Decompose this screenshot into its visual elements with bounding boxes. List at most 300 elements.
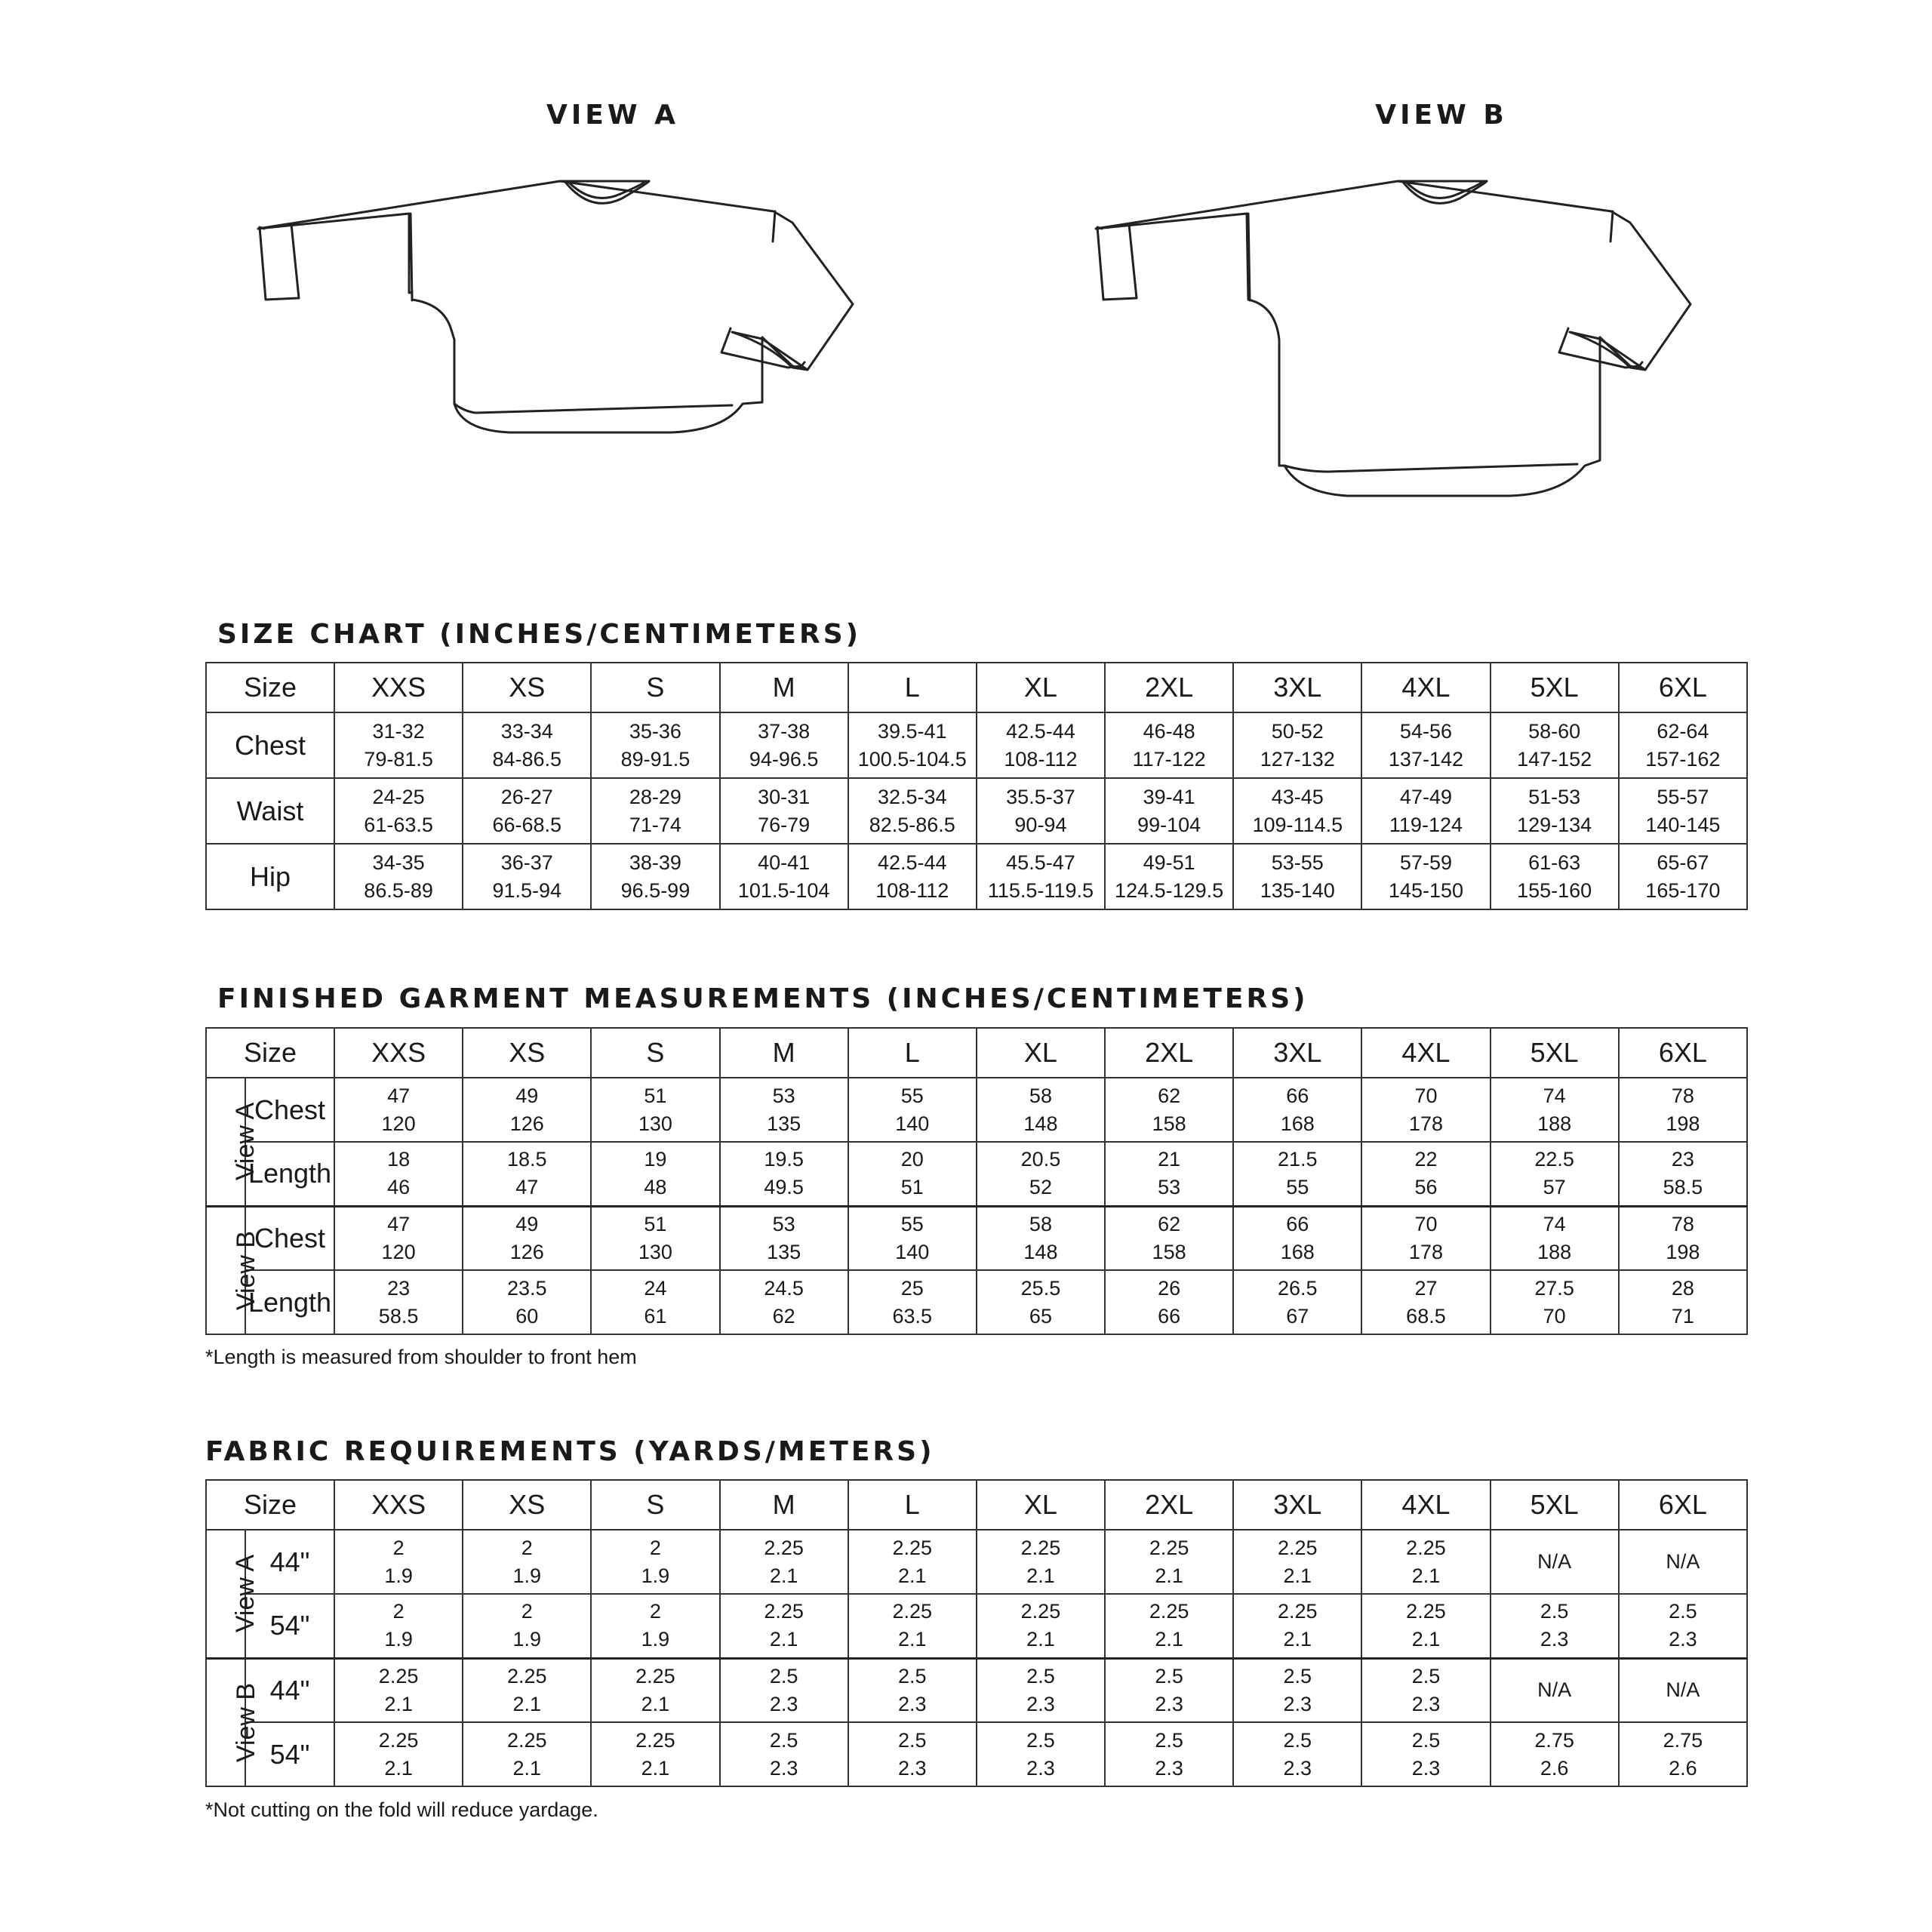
inches-value: 53 — [772, 1212, 795, 1235]
meters-value: 2.1 — [1283, 1564, 1312, 1587]
centimeters-value: 140 — [895, 1240, 930, 1263]
measurement-cell — [977, 1078, 1105, 1142]
measurement-cell — [463, 1142, 591, 1206]
centimeters-value: 120 — [381, 1112, 416, 1135]
measurement-cell — [1619, 1206, 1747, 1270]
measurement-cell — [720, 1594, 848, 1658]
inches-value: 51 — [644, 1212, 667, 1235]
yards-value: 2.5 — [769, 1664, 798, 1687]
yards-value: 2.5 — [1411, 1664, 1441, 1687]
yards-value: 2.5 — [1026, 1664, 1055, 1687]
inches-value: 62 — [1158, 1084, 1181, 1107]
yards-value: 2.25 — [1020, 1536, 1061, 1559]
centimeters-value: 56 — [1414, 1176, 1438, 1199]
measurement-cell — [720, 1722, 848, 1786]
yards-value: 2.75 — [1663, 1728, 1703, 1752]
inches-value: 66 — [1286, 1212, 1309, 1235]
view-group-label — [206, 1206, 261, 1334]
yards-value: 2.5 — [1411, 1728, 1441, 1752]
inches-value: 30-31 — [758, 785, 811, 808]
inches-value: 25.5 — [1020, 1276, 1061, 1300]
measurement-cell — [1491, 1206, 1619, 1270]
measurement-cell — [1619, 1594, 1747, 1658]
inches-value: 28-29 — [629, 785, 681, 808]
size-chart-title: SIZE CHART (INCHES/CENTIMETERS) — [217, 619, 862, 650]
measurement-cell — [1491, 844, 1619, 909]
centimeters-value: 120 — [381, 1240, 416, 1263]
yards-value: N/A — [1537, 1678, 1572, 1702]
fabric-footnote: *Not cutting on the fold will reduce yardage. — [205, 1798, 598, 1821]
inches-value: 49 — [515, 1084, 539, 1107]
inches-value: 38-39 — [629, 851, 681, 874]
inches-value: 74 — [1543, 1084, 1566, 1107]
measurement-cell — [848, 778, 977, 844]
measurement-cell — [848, 1078, 977, 1142]
measurement-cell — [720, 1658, 848, 1722]
yards-value: 2.25 — [635, 1728, 675, 1752]
centimeters-value: 57 — [1543, 1176, 1566, 1199]
meters-value: 2.1 — [898, 1564, 927, 1587]
centimeters-value: 52 — [1029, 1176, 1052, 1199]
measurement-cell — [1105, 1594, 1233, 1658]
view-b-sweater-drawing — [1087, 170, 1706, 525]
centimeters-value: 91.5-94 — [492, 878, 562, 902]
inches-value: 21 — [1158, 1148, 1181, 1171]
centimeters-value: 90-94 — [1014, 813, 1067, 836]
centimeters-value: 135-140 — [1260, 878, 1335, 902]
inches-value: 20.5 — [1020, 1148, 1061, 1171]
yards-value: 2.5 — [1283, 1728, 1312, 1752]
centimeters-value: 58.5 — [378, 1304, 419, 1327]
yards-value: 2.5 — [1669, 1600, 1697, 1623]
size-chart-size-header: XL — [977, 663, 1105, 712]
inches-value: 62 — [1158, 1212, 1181, 1235]
inches-value: 23.5 — [506, 1276, 547, 1300]
centimeters-value: 108-112 — [875, 878, 949, 902]
inches-value: 58 — [1029, 1084, 1052, 1107]
inches-value: 53-55 — [1271, 851, 1324, 874]
measurement-cell — [1361, 1658, 1490, 1722]
view-a-title: VIEW A — [546, 100, 679, 131]
measurement-cell — [1619, 1270, 1747, 1334]
measurement-cell — [1233, 712, 1361, 778]
inches-value: 51-53 — [1528, 785, 1581, 808]
centimeters-value: 168 — [1280, 1112, 1315, 1135]
measurement-cell — [977, 1142, 1105, 1206]
centimeters-value: 84-86.5 — [492, 747, 562, 771]
size-chart-body — [206, 712, 1747, 909]
measurement-cell — [720, 1142, 848, 1206]
size-chart-size-header: 4XL — [1361, 663, 1490, 712]
centimeters-value: 46 — [387, 1176, 411, 1199]
centimeters-value: 86.5-89 — [364, 878, 433, 902]
meters-value: 2.3 — [1155, 1756, 1183, 1780]
yards-value: 2.25 — [1406, 1536, 1446, 1559]
measurement-cell — [1619, 712, 1747, 778]
measurement-cell — [591, 1530, 719, 1594]
measurement-cell — [463, 844, 591, 909]
meters-value: 2.6 — [1669, 1756, 1697, 1780]
view-group-text: View A — [231, 1103, 260, 1181]
fabric-header-row — [206, 1480, 1747, 1530]
yards-value: 2.25 — [1020, 1600, 1061, 1623]
measurement-cell — [1619, 1658, 1747, 1722]
centimeters-value: 119-124 — [1389, 813, 1463, 836]
table-row — [206, 1078, 1747, 1142]
measurement-cell — [1491, 1078, 1619, 1142]
inches-value: 24 — [644, 1276, 667, 1300]
measurement-cell — [848, 1206, 977, 1270]
centimeters-value: 109-114.5 — [1252, 813, 1343, 836]
yards-value: 2.25 — [1278, 1600, 1318, 1623]
measurement-cell — [1619, 778, 1747, 844]
centimeters-value: 135 — [767, 1112, 801, 1135]
measurement-cell — [334, 844, 463, 909]
centimeters-value: 89-91.5 — [620, 747, 691, 771]
finished-size-header: S — [591, 1028, 719, 1078]
yards-value: 2.5 — [1155, 1728, 1183, 1752]
centimeters-value: 117-122 — [1132, 747, 1206, 771]
yards-value: 2.5 — [1283, 1664, 1312, 1687]
inches-value: 70 — [1414, 1084, 1438, 1107]
inches-value: 39.5-41 — [877, 719, 947, 743]
meters-value: 2.1 — [384, 1756, 413, 1780]
table-row — [206, 1142, 1747, 1206]
measurement-cell — [1361, 1206, 1490, 1270]
centimeters-value: 198 — [1666, 1240, 1700, 1263]
measurement-cell — [463, 1206, 591, 1270]
meters-value: 2.1 — [512, 1756, 542, 1780]
measurement-cell — [334, 1658, 463, 1722]
measurement-cell — [334, 1722, 463, 1786]
inches-value: 35.5-37 — [1006, 785, 1075, 808]
measurement-cell — [1233, 844, 1361, 909]
centimeters-value: 70 — [1543, 1304, 1566, 1327]
fabric-body — [206, 1530, 1747, 1786]
row-label: 54" — [245, 1594, 334, 1658]
centimeters-value: 115.5-119.5 — [987, 878, 1094, 902]
measurement-cell — [720, 844, 848, 909]
measurement-cell — [977, 1722, 1105, 1786]
measurement-cell — [463, 712, 591, 778]
meters-value: 2.6 — [1540, 1756, 1569, 1780]
measurement-cell — [1491, 1270, 1619, 1334]
measurement-cell — [463, 1594, 591, 1658]
centimeters-value: 100.5-104.5 — [857, 747, 967, 771]
measurement-cell — [1105, 1658, 1233, 1722]
measurement-cell — [463, 1658, 591, 1722]
size-chart-size-header: 2XL — [1105, 663, 1233, 712]
meters-value: 2.1 — [641, 1692, 670, 1715]
centimeters-value: 140-145 — [1645, 813, 1721, 836]
measurement-cell — [977, 712, 1105, 778]
measurement-cell — [848, 1658, 977, 1722]
measurement-cell — [591, 778, 719, 844]
centimeters-value: 96.5-99 — [620, 878, 691, 902]
meters-value: 2.3 — [1283, 1692, 1312, 1715]
yards-value: 2.5 — [1540, 1600, 1569, 1623]
measurement-cell — [848, 1530, 977, 1594]
centimeters-value: 82.5-86.5 — [869, 813, 955, 836]
centimeters-value: 145-150 — [1388, 878, 1463, 902]
finished-measurements-title: FINISHED GARMENT MEASUREMENTS (INCHES/CENTIMETERS) — [217, 983, 1309, 1014]
centimeters-value: 158 — [1152, 1112, 1186, 1135]
centimeters-value: 137-142 — [1388, 747, 1463, 771]
row-label: Hip — [206, 844, 334, 909]
centimeters-value: 53 — [1158, 1176, 1181, 1199]
centimeters-value: 129-134 — [1517, 813, 1592, 836]
view-group-text: View B — [232, 1230, 261, 1310]
inches-value: 25 — [900, 1276, 924, 1300]
meters-value: 2.1 — [1283, 1628, 1312, 1651]
measurement-cell — [1233, 778, 1361, 844]
inches-value: 53 — [772, 1084, 795, 1107]
meters-value: 2.3 — [1026, 1692, 1055, 1715]
measurement-cell — [720, 778, 848, 844]
yards-value: 2.25 — [764, 1536, 804, 1559]
meters-value: 1.9 — [384, 1564, 413, 1587]
meters-value: 2.1 — [898, 1628, 927, 1651]
measurement-cell — [1361, 1594, 1490, 1658]
centimeters-value: 158 — [1152, 1240, 1186, 1263]
centimeters-value: 79-81.5 — [364, 747, 433, 771]
measurement-cell — [334, 1078, 463, 1142]
finished-size-header: 5XL — [1491, 1028, 1619, 1078]
measurement-cell — [1361, 712, 1490, 778]
meters-value: 2.1 — [769, 1564, 798, 1587]
measurement-cell — [1233, 1270, 1361, 1334]
finished-size-header: 6XL — [1619, 1028, 1747, 1078]
inches-value: 50-52 — [1271, 719, 1324, 743]
table-row — [206, 712, 1747, 778]
view-group-label — [206, 1530, 260, 1658]
row-label: Chest — [206, 712, 334, 778]
centimeters-value: 130 — [638, 1240, 672, 1263]
meters-value: 2.3 — [769, 1692, 798, 1715]
meters-value: 1.9 — [641, 1628, 670, 1651]
inches-value: 20 — [900, 1148, 924, 1171]
measurement-cell — [720, 1270, 848, 1334]
inches-value: 36-37 — [500, 851, 553, 874]
row-label: Waist — [206, 778, 334, 844]
fabric-requirements-title: FABRIC REQUIREMENTS (YARDS/METERS) — [205, 1436, 935, 1467]
fabric-requirements-table — [205, 1479, 1748, 1787]
size-chart-size-header: XXS — [334, 663, 463, 712]
inches-value: 47 — [387, 1084, 411, 1107]
centimeters-value: 165-170 — [1645, 878, 1721, 902]
yards-value: 2.75 — [1534, 1728, 1574, 1752]
meters-value: 2.3 — [898, 1692, 927, 1715]
inches-value: 42.5-44 — [1006, 719, 1075, 743]
measurement-cell — [848, 1270, 977, 1334]
size-chart-size-header: M — [720, 663, 848, 712]
finished-measurements-table — [205, 1027, 1748, 1335]
size-chart-table — [205, 662, 1748, 910]
yards-value: 2.5 — [898, 1728, 927, 1752]
inches-value: 28 — [1671, 1276, 1694, 1300]
measurement-cell — [1233, 1722, 1361, 1786]
measurement-cell — [848, 1594, 977, 1658]
measurement-cell — [1491, 712, 1619, 778]
measurement-cell — [1105, 1722, 1233, 1786]
size-header-label: Size — [206, 663, 334, 712]
row-label: Length — [245, 1270, 334, 1334]
yards-value: 2.25 — [892, 1536, 933, 1559]
measurement-cell — [334, 712, 463, 778]
inches-value: 47-49 — [1399, 785, 1452, 808]
inches-value: 27 — [1414, 1276, 1438, 1300]
table-row — [206, 1206, 1747, 1270]
meters-value: 2.1 — [384, 1692, 413, 1715]
measurement-cell — [977, 1206, 1105, 1270]
yards-value: 2.5 — [1026, 1728, 1055, 1752]
measurement-cell — [1361, 1078, 1490, 1142]
measurement-cell — [591, 1206, 719, 1270]
measurement-cell — [1491, 1658, 1619, 1722]
measurement-cell — [463, 1530, 591, 1594]
fabric-size-header: 6XL — [1619, 1480, 1747, 1530]
finished-size-header: 4XL — [1361, 1028, 1490, 1078]
centimeters-value: 58.5 — [1663, 1176, 1703, 1199]
measurement-cell — [1105, 778, 1233, 844]
measurement-cell — [977, 1530, 1105, 1594]
centimeters-value: 71 — [1671, 1304, 1694, 1327]
finished-size-header: XXS — [334, 1028, 463, 1078]
inches-value: 43-45 — [1271, 785, 1324, 808]
centimeters-value: 61 — [644, 1304, 667, 1327]
measurement-cell — [463, 1722, 591, 1786]
centimeters-value: 99-104 — [1137, 813, 1201, 836]
meters-value: 2.3 — [1540, 1628, 1569, 1651]
measurement-cell — [463, 778, 591, 844]
finished-size-header: 3XL — [1233, 1028, 1361, 1078]
measurement-cell — [1491, 1142, 1619, 1206]
meters-value: 2.3 — [1669, 1628, 1697, 1651]
inches-value: 66 — [1286, 1084, 1309, 1107]
table-row — [206, 1658, 1747, 1722]
centimeters-value: 47 — [515, 1176, 539, 1199]
row-label: 44" — [245, 1530, 334, 1594]
measurement-cell — [334, 1270, 463, 1334]
centimeters-value: 49.5 — [764, 1176, 804, 1199]
centimeters-value: 65 — [1029, 1304, 1052, 1327]
fabric-size-header: XS — [463, 1480, 591, 1530]
centimeters-value: 61-63.5 — [364, 813, 433, 836]
size-chart-size-header: S — [591, 663, 719, 712]
centimeters-value: 178 — [1408, 1112, 1443, 1135]
inches-value: 45.5-47 — [1006, 851, 1075, 874]
measurement-cell — [1361, 1142, 1490, 1206]
measurement-cell — [591, 844, 719, 909]
measurement-cell — [1105, 1078, 1233, 1142]
centimeters-value: 76-79 — [758, 813, 811, 836]
measurement-cell — [334, 1206, 463, 1270]
table-row — [206, 1270, 1747, 1334]
size-chart-size-header: 6XL — [1619, 663, 1747, 712]
measurement-cell — [720, 712, 848, 778]
meters-value: 2.3 — [898, 1756, 927, 1780]
measurement-cell — [720, 1078, 848, 1142]
inches-value: 18 — [387, 1148, 411, 1171]
measurement-cell — [1233, 1658, 1361, 1722]
inches-value: 46-48 — [1143, 719, 1195, 743]
finished-size-header: XS — [463, 1028, 591, 1078]
row-label: Length — [245, 1142, 334, 1206]
centimeters-value: 68.5 — [1406, 1304, 1446, 1327]
inches-value: 70 — [1414, 1212, 1438, 1235]
yards-value: 2.25 — [1149, 1600, 1189, 1623]
finished-size-header: XL — [977, 1028, 1105, 1078]
yards-value: 2.25 — [635, 1664, 675, 1687]
size-chart-size-header: XS — [463, 663, 591, 712]
centimeters-value: 155-160 — [1517, 878, 1592, 902]
fabric-header-label: Size — [206, 1480, 334, 1530]
meters-value: 2.1 — [1411, 1564, 1441, 1587]
measurement-cell — [1619, 1722, 1747, 1786]
centimeters-value: 148 — [1023, 1240, 1058, 1263]
yards-value: 2 — [649, 1536, 661, 1559]
fabric-size-header: 3XL — [1233, 1480, 1361, 1530]
yards-value: 2.25 — [764, 1600, 804, 1623]
inches-value: 37-38 — [758, 719, 811, 743]
yards-value: 2.5 — [1155, 1664, 1183, 1687]
meters-value: 2.1 — [1155, 1628, 1183, 1651]
inches-value: 24-25 — [372, 785, 425, 808]
centimeters-value: 51 — [900, 1176, 924, 1199]
inches-value: 39-41 — [1143, 785, 1195, 808]
table-row — [206, 1594, 1747, 1658]
meters-value: 2.1 — [1026, 1628, 1055, 1651]
yards-value: 2 — [392, 1536, 405, 1559]
fabric-size-header: L — [848, 1480, 977, 1530]
inches-value: 22.5 — [1534, 1148, 1574, 1171]
measurement-cell — [1233, 1594, 1361, 1658]
centimeters-value: 62 — [772, 1304, 795, 1327]
measurement-cell — [591, 1658, 719, 1722]
meters-value: 2.3 — [1283, 1756, 1312, 1780]
measurement-cell — [720, 1206, 848, 1270]
inches-value: 62-64 — [1657, 719, 1709, 743]
centimeters-value: 55 — [1286, 1176, 1309, 1199]
inches-value: 23 — [387, 1276, 411, 1300]
fabric-size-header: 5XL — [1491, 1480, 1619, 1530]
row-label: Chest — [245, 1206, 334, 1270]
yards-value: N/A — [1666, 1550, 1700, 1573]
measurement-cell — [1233, 1142, 1361, 1206]
meters-value: 2.3 — [1026, 1756, 1055, 1780]
centimeters-value: 108-112 — [1004, 747, 1078, 771]
centimeters-value: 71-74 — [629, 813, 681, 836]
centimeters-value: 188 — [1537, 1240, 1572, 1263]
measurement-cell — [1105, 712, 1233, 778]
inches-value: 31-32 — [372, 719, 425, 743]
meters-value: 1.9 — [384, 1628, 413, 1651]
meters-value: 2.3 — [1155, 1692, 1183, 1715]
measurement-cell — [334, 1530, 463, 1594]
table-row — [206, 1722, 1747, 1786]
yards-value: 2.5 — [769, 1728, 798, 1752]
measurement-cell — [1105, 1270, 1233, 1334]
table-row — [206, 1530, 1747, 1594]
measurement-cell — [1619, 844, 1747, 909]
measurement-cell — [977, 844, 1105, 909]
measurement-cell — [1619, 1530, 1747, 1594]
measurement-cell — [848, 1722, 977, 1786]
measurement-cell — [591, 712, 719, 778]
centimeters-value: 168 — [1280, 1240, 1315, 1263]
centimeters-value: 178 — [1408, 1240, 1443, 1263]
measurement-cell — [1105, 1530, 1233, 1594]
